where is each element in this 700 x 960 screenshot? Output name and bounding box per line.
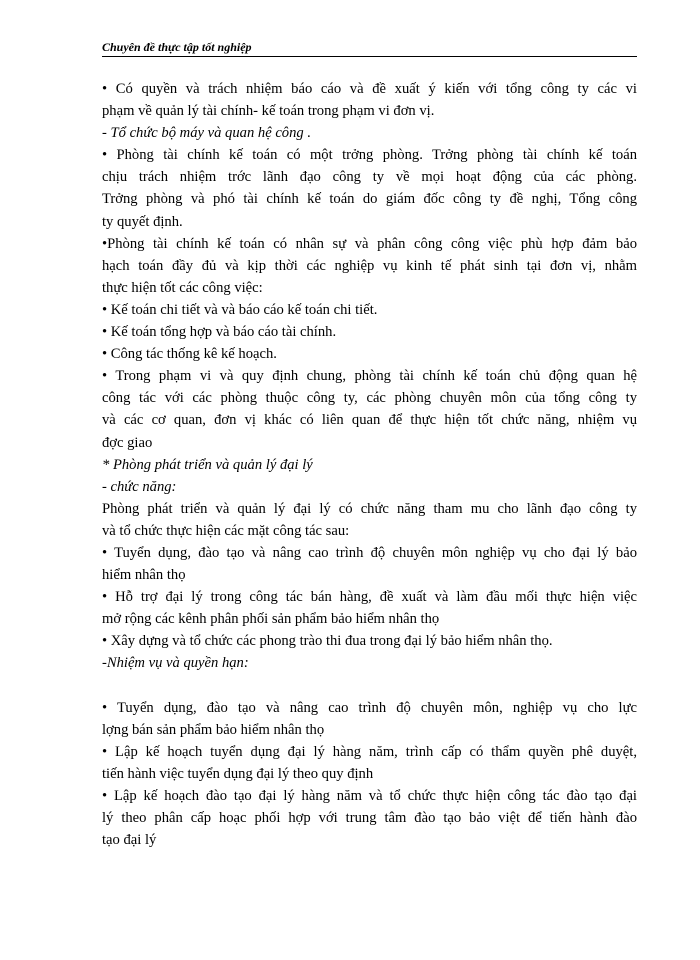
text-line: chịu trách nhiệm trớc lãnh đạo công ty về mọi hoạt động của các phòng. xyxy=(102,169,637,186)
list-item: • Kế toán chi tiết và và báo cáo kế toán chi tiết. xyxy=(102,301,378,318)
subsection-heading: -Nhiệm vụ và quyền hạn: xyxy=(102,655,249,672)
list-item: • Xây dựng và tổ chức các phong trào thi đua trong đại lý bảo hiểm nhân thọ. xyxy=(102,633,553,650)
text-line: lợng bán sản phẩm bảo hiểm nhân thọ xyxy=(102,721,325,738)
list-item: • Kế toán tổng hợp và báo cáo tài chính. xyxy=(102,324,337,341)
text-line: lý theo phân cấp hoạc phối hợp với trung tâm đào tạo bảo việt để tiến hành đào xyxy=(102,810,637,827)
text-line: tiến hành việc tuyển dụng đại lý theo quy định xyxy=(102,765,374,782)
text-line: phạm về quản lý tài chính- kế toán trong phạm vi đơn vị. xyxy=(102,103,435,120)
text-line: hạch toán đầy đủ và kịp thời các nghiệp vụ kinh tế phát sinh tại đơn vị, nhằm xyxy=(102,257,637,274)
text-line: thực hiện tốt các công việc: xyxy=(102,279,263,296)
header-title: Chuyên đề thực tập tốt nghiệp xyxy=(102,40,252,54)
list-item: • Công tác thống kê kế hoạch. xyxy=(102,346,277,363)
page-header xyxy=(102,40,637,57)
text-line: • Trong phạm vi và quy định chung, phòng tài chính kế toán chủ động quan hệ xyxy=(102,368,637,385)
subsection-heading: - chức năng: xyxy=(102,478,177,495)
section-heading: * Phòng phát triển và quản lý đại lý xyxy=(102,456,313,473)
text-line: Trởng phòng và phó tài chính kế toán do giám đốc công ty đề nghị, Tổng công xyxy=(102,191,637,208)
text-line: công tác với các phòng thuộc công ty, các phòng chuyên môn của tổng công ty xyxy=(102,390,637,407)
list-item: • Tuyển dụng, đào tạo và nâng cao trình độ chuyên môn, nghiệp vụ cho lực xyxy=(102,699,637,716)
text-line: ty quyết định. xyxy=(102,213,183,230)
text-line: • Có quyền và trách nhiệm báo cáo và đề xuất ý kiến với tổng công ty các vi xyxy=(102,81,637,97)
list-item: • Tuyển dụng, đào tạo và nâng cao trình độ chuyên môn nghiệp vụ cho đại lý bảo xyxy=(102,544,637,561)
list-item: • Lập kế hoạch tuyển dụng đại lý hàng năm, trình cấp có thẩm quyền phê duyệt, xyxy=(102,743,637,760)
text-line: mở rộng các kênh phân phối sản phẩm bảo hiểm nhân thọ xyxy=(102,611,440,628)
text-line: • Phòng tài chính kế toán có một trởng phòng. Trởng phòng tài chính kế toán xyxy=(102,147,637,164)
list-item: • Lập kế hoạch đào tạo đại lý hàng năm và tổ chức thực hiện công tác đào tạo đại xyxy=(102,788,637,804)
text-line: Phòng phát triển và quản lý đại lý có chức năng tham mu cho lãnh đạo công ty xyxy=(102,500,637,517)
text-line: và tổ chức thực hiện các mặt công tác sau: xyxy=(102,522,350,539)
section-heading: - Tổ chức bộ máy và quan hệ công . xyxy=(102,125,311,142)
blank-line xyxy=(102,675,637,697)
document-body xyxy=(102,78,637,851)
text-line: và các cơ quan, đơn vị khác có liên quan để thực hiện tốt chức năng, nhiệm vụ xyxy=(102,412,637,429)
text-line: tạo đại lý xyxy=(102,832,157,849)
text-line: •Phòng tài chính kế toán có nhân sự và phân công công việc phù hợp đảm bảo xyxy=(102,235,637,252)
text-line: đợc giao xyxy=(102,434,153,451)
list-item: • Hỗ trợ đại lý trong công tác bán hàng, đề xuất và làm đầu mối thực hiện việc xyxy=(102,589,637,606)
text-line: hiểm nhân thọ xyxy=(102,567,186,584)
